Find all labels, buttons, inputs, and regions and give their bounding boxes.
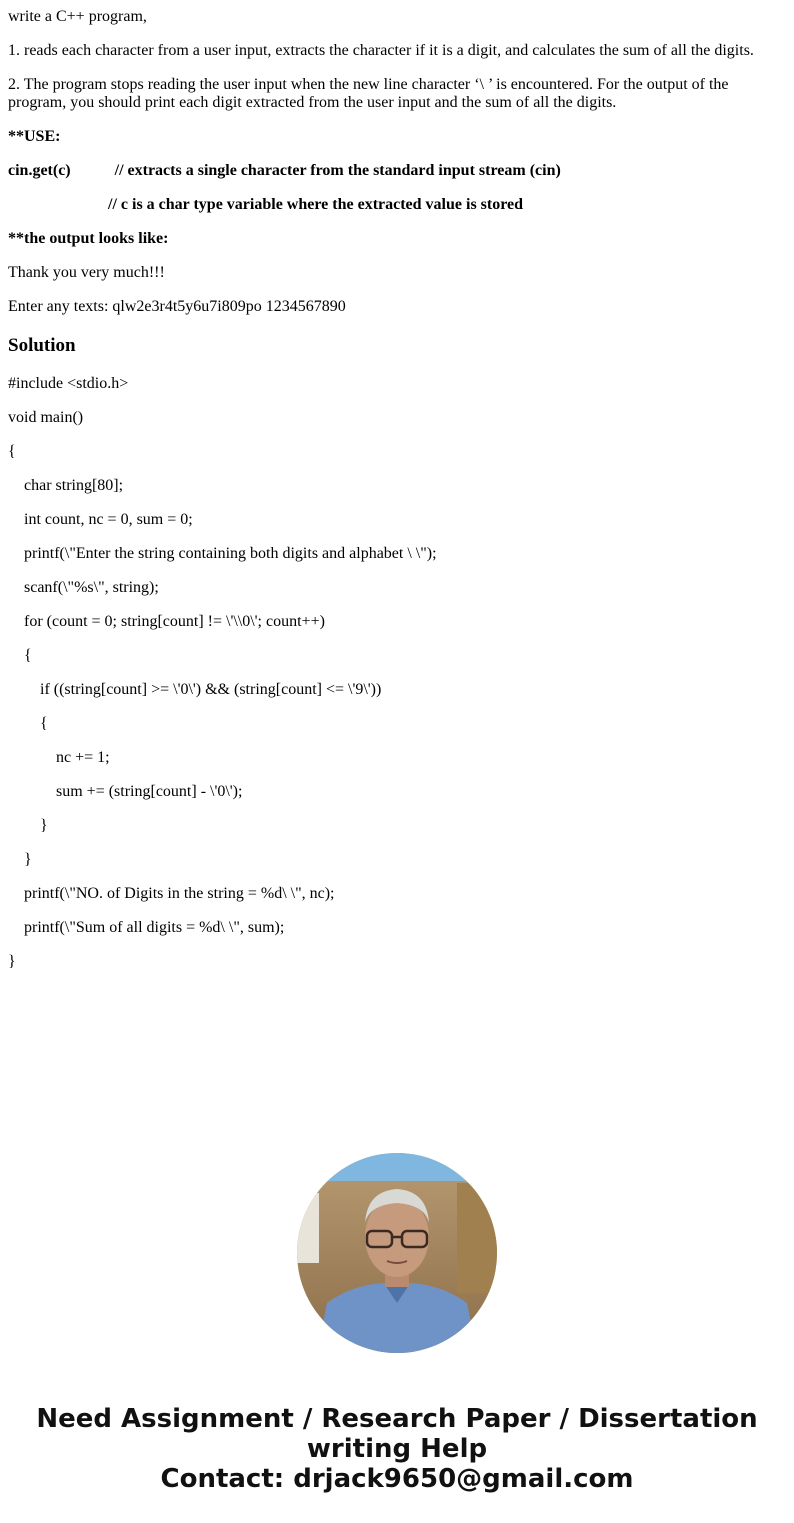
- output-heading: **the output looks like:: [8, 230, 169, 247]
- author-avatar: [297, 1153, 497, 1353]
- code-line: scanf(\"%s\", string);: [8, 579, 159, 596]
- output-line-1: Thank you very much!!!: [8, 264, 165, 281]
- code-line: if ((string[count] >= \'0\') && (string[count] <= \'9\')): [8, 681, 382, 698]
- code-line: {: [8, 443, 16, 460]
- output-line-2: Enter any texts: qlw2e3r4t5y6u7i809po 1234567890: [8, 298, 346, 315]
- code-line: {: [8, 647, 32, 664]
- person-photo-icon: [297, 1153, 497, 1353]
- code-line: }: [8, 953, 16, 970]
- code-line: nc += 1;: [8, 749, 110, 766]
- code-line: }: [8, 851, 32, 868]
- question-point-2: 2. The program stops reading the user input when the new line character ‘\ ’ is encountered. For the output of the program, you should print each digit extracted from the user input and the sum of all the digits.: [8, 76, 729, 111]
- banner-line-2: writing Help: [306, 1434, 488, 1464]
- code-line: sum += (string[count] - \'0\');: [8, 783, 243, 800]
- code-line: printf(\"Enter the string containing both digits and alphabet \ \");: [8, 545, 437, 562]
- code-line: }: [8, 817, 48, 834]
- use-line-2: // c is a char type variable where the extracted value is stored: [8, 196, 524, 213]
- code-line: {: [8, 715, 48, 732]
- solution-heading: Solution: [8, 335, 76, 356]
- banner-line-3: Contact: drjack9650@gmail.com: [160, 1464, 634, 1494]
- code-line: for (count = 0; string[count] != \'\\0\'; count++): [8, 613, 325, 630]
- code-line: int count, nc = 0, sum = 0;: [8, 511, 193, 528]
- code-line: char string[80];: [8, 477, 124, 494]
- question-point-1: 1. reads each character from a user input, extracts the character if it is a digit, and calculates the sum of all the digits.: [8, 42, 754, 59]
- use-heading: **USE:: [8, 128, 61, 145]
- banner-line-1: Need Assignment / Research Paper / Dissertation: [36, 1404, 758, 1434]
- code-line: printf(\"NO. of Digits in the string = %d\ \", nc);: [8, 885, 335, 902]
- use-line-1: cin.get(c) // extracts a single character from the standard input stream (cin): [8, 162, 561, 179]
- question-intro: write a C++ program,: [8, 8, 147, 25]
- code-line: void main(): [8, 409, 84, 426]
- code-line: printf(\"Sum of all digits = %d\ \", sum);: [8, 919, 285, 936]
- contact-banner: [0, 1404, 794, 1494]
- code-line: #include <stdio.h>: [8, 375, 129, 392]
